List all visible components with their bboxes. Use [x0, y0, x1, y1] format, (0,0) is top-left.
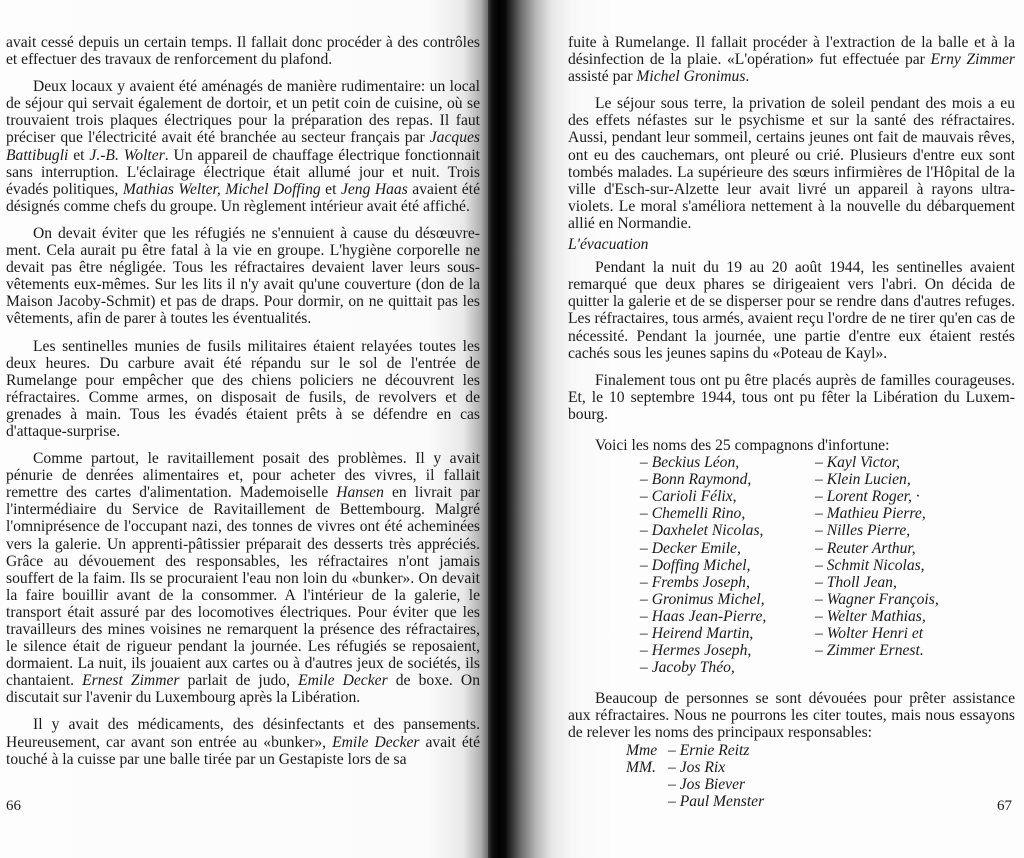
- list-item: – Heirend Martin,: [640, 625, 754, 642]
- list-item: – Wolter Henri et: [815, 625, 924, 642]
- list-item: – Lorent Roger, ·: [815, 488, 920, 506]
- title-label: Mme: [626, 741, 658, 759]
- text-run: avait été touché à la cuisse par une balle tirée par un Gestapiste lors de sa: [6, 733, 480, 768]
- person-name: Emile Decker: [298, 672, 388, 690]
- list-item: – Wagner François,: [815, 590, 939, 608]
- page-number: 67: [997, 798, 1012, 814]
- list-item: – Beckius Léon,: [640, 454, 740, 472]
- list-item: [626, 776, 1015, 793]
- paragraph: [6, 338, 480, 441]
- text-run: Les sentinelles munies de fusils militaires étaient relayées toutes les deux heures. Du carbure avait été répandu sur le sol de l'entrée de Rumelange pour empêcher que des chiens policiers ne découvrent les réfractaires. Comme armes, on disposait de fusils, de revolvers et de grenades à main. Tous les évadés étaient prêts à se défendre en cas d'attaque-surprise.: [6, 337, 480, 440]
- person-name: Ernest Zimmer: [82, 672, 180, 690]
- left-page: [0, 0, 488, 858]
- person-name: J.-B. Wolter: [89, 146, 165, 164]
- list-item: [626, 742, 1015, 759]
- text-run: Il y avait des médicaments, des désinfectants et des pansements. Heureusement, car avant son entrée au «bunker»,: [6, 716, 480, 751]
- names-column-2: [815, 454, 990, 676]
- book-spine: [488, 0, 510, 858]
- list-item: – Klein Lucien,: [815, 471, 911, 489]
- person-name: Erny Zimmer: [930, 51, 1015, 69]
- person-name: Emile Decker: [332, 733, 420, 751]
- list-item: – Zimmer Ernest.: [815, 642, 924, 660]
- text-run: Comme partout, le ravitaillement posait des problèmes. Il y avait pénurie de denrées alimentaires et, pour acheter des vivres, il fallait remettre des cartes d'alimentation. Mademoiselle: [6, 450, 480, 502]
- person-name: Jeng Haas: [340, 180, 408, 198]
- names-column-1: [640, 454, 815, 676]
- paragraph: [568, 259, 1015, 362]
- right-page-text: [568, 34, 1015, 810]
- text-run: et: [68, 146, 90, 164]
- responsables-list: [568, 742, 1015, 810]
- paragraph: [568, 95, 1015, 232]
- list-item: – Decker Emile,: [640, 539, 741, 557]
- names-list: [568, 454, 1015, 676]
- list-item: – Nilles Pierre,: [815, 522, 911, 540]
- person-name: – Jos Rix: [668, 758, 726, 776]
- text-run: parlait de judo,: [179, 672, 299, 690]
- list-item: – Mathieu Pierre,: [815, 505, 926, 523]
- text-run: assisté par: [568, 68, 637, 86]
- person-name: Mathias Welter, Michel Doffing: [122, 180, 321, 198]
- list-item: – Schmit Nicolas,: [815, 556, 925, 574]
- list-item: – Doffing Michel,: [640, 556, 751, 574]
- text-run: et: [320, 180, 341, 198]
- list-item: – Tholl Jean,: [815, 573, 897, 591]
- paragraph: Beaucoup de personnes se sont dévouées pour prêter assistance aux réfractaires. Nous ne pourrons les citer toutes, mais nous essayons de relever les noms des principaux responsables:: [568, 690, 1015, 742]
- title-label: MM.: [626, 758, 656, 776]
- paragraph: [568, 372, 1015, 423]
- list-item: [626, 793, 1015, 810]
- text-run: en livrait par l'intermédiaire du Service de Ravitaillement de Bettembourg. Malgré l'omniprésence de l'occupant nazi, des tonnes de vivres ont été acheminées vers la galerie. Un apprenti-pâtissier préparait des desserts très appréciés. Grâce au dévouement des responsables, les réfractaires n'ont jamais souffert de la faim. Ils se procuraient l'eau non loin du «bunker». On devait la faire bouillir avant de la consommer. A l'intérieur de la galerie, le transport était assuré par des locomotives électriques. Pour éviter que les travailleurs des mines voisines ne remarquent la présence des réfractaires, le silence était de rigueur pendant la journée. Les réfugiés se reposaient, dormaient. La nuit, ils jouaient aux cartes ou à d'autres jeux de sociétés, ils chantaient.: [6, 484, 480, 690]
- list-item: – Gronimus Michel,: [640, 590, 765, 608]
- text-run: Pendant la nuit du 19 au 20 août 1944, les sentinelles avaient remarqué que deux phares se dirigeaient vers l'abri. On décida de quitter la galerie et de se disperser pour se rendre dans d'autres refuges. Les réfractaires, tous armés, avaient reçu l'ordre de ne tirer qu'en cas de nécessité. Pendant la journée, une partie d'entre eux étaient restés cachés sous les jeunes sapins du «Poteau de Kayl».: [568, 259, 1015, 362]
- list-item: – Hermes Joseph,: [640, 642, 752, 660]
- paragraph: [6, 78, 480, 215]
- list-item: – Reuter Arthur,: [815, 539, 916, 557]
- list-item: – Bonn Raymond,: [640, 471, 752, 489]
- person-name: – Jos Biever: [668, 775, 746, 793]
- right-page: [510, 0, 1024, 858]
- page-number: 66: [6, 798, 21, 814]
- title-label: [626, 793, 668, 810]
- text-run: avaient été désignés comme chefs du groupe. Un règlement intérieur avait été affiché.: [6, 180, 480, 215]
- title-label: [626, 776, 668, 793]
- paragraph: [6, 716, 480, 767]
- text-run: fuite à Rumelange. Il fallait procéder à l'extraction de la balle et à la désinfection de la plaie. «L'opération» fut effectuée par: [568, 34, 1015, 69]
- person-name: Hansen: [336, 484, 384, 502]
- text-run: avait cessé depuis un certain temps. Il fallait donc procéder à des contrôles et effectuer des travaux de renforcement du plafond.: [6, 34, 480, 69]
- list-item: – Welter Mathias,: [815, 607, 926, 625]
- text-run: Deux locaux y avaient été aménagés de manière rudimentaire: un local de séjour qui servait également de dortoir, et un petit coin de cuisine, où se trouvaient trois plaques électriques pour la préparation des repas. Il faut préciser que l'électricité avait été branchée au secteur français par: [6, 78, 480, 147]
- person-name: – Ernie Reitz: [668, 741, 750, 759]
- list-item: – Frembs Joseph,: [640, 573, 750, 591]
- person-name: Michel Gronimus: [636, 68, 746, 86]
- paragraph: [6, 34, 480, 68]
- names-intro: Voici les noms des 25 compagnons d'infortune:: [595, 436, 890, 454]
- text-run: de boxe. On discutait sur l'avenir du Luxembourg après la Libération.: [6, 672, 480, 707]
- text-run: .: [745, 68, 750, 86]
- list-item: – Kayl Victor,: [815, 454, 901, 472]
- list-item: – Daxhelet Nicolas,: [640, 522, 764, 540]
- list-item: – Jacoby Théo,: [640, 659, 735, 677]
- text-run: Finalement tous ont pu être placés auprès de familles courageuses. Et, le 10 septembre 1944, tous ont pu fêter la Libération du Luxembourg.: [568, 371, 1015, 423]
- text-run: . Un appareil de chauffage électrique fonctionnait sans interruption. L'éclairage électrique était allumé jour et nuit. Trois évadés politiques,: [6, 146, 480, 198]
- paragraph: [6, 450, 480, 706]
- person-name: Jacques Battibugli: [6, 129, 480, 164]
- text-run: Le séjour sous terre, la privation de soleil pendant des mois a eu des effets néfastes sur le psychisme et sur la santé des réfractaires. Aussi, pendant leur sommeil, certains jeunes ont fait de mauvais rêves, ont eu des cauchemars, ont pleuré ou crié. Plusieurs d'entre eux sont tombés malades. La supérieure des sœurs infirmières de l'Hôpital de la ville d'Esch-sur-Alzette leur avait livré un appareil à rayons ultra-violets. Le moral s'améliora nettement à la nouvelle du débarquement allié en Normandie.: [568, 95, 1015, 232]
- paragraph: [568, 34, 1015, 85]
- section-heading: L'évacuation: [568, 236, 649, 254]
- paragraph: [6, 225, 480, 328]
- person-name: – Paul Menster: [668, 792, 765, 810]
- list-item: – Haas Jean-Pierre,: [640, 607, 767, 625]
- text-run: On devait éviter que les réfugiés ne s'ennuient à cause du désœuvrement. Cela aurait pu être fatal à la vie en groupe. L'hygiène corporelle ne devait pas être négligée. Tous les réfractaires devaient laver leurs sous-vêtements eux-mêmes. Sur les lits il n'y avait qu'une couverture (don de la Maison Jacoby-Schmit) et pas de draps. Pour dormir, on ne quittait pas les vêtements, afin de parer à toutes les éventualités.: [6, 224, 480, 328]
- list-item: – Chemelli Rino,: [640, 505, 746, 523]
- list-item: – Carioli Félix,: [640, 488, 737, 506]
- list-item: [626, 759, 1015, 776]
- left-page-text: [6, 34, 480, 778]
